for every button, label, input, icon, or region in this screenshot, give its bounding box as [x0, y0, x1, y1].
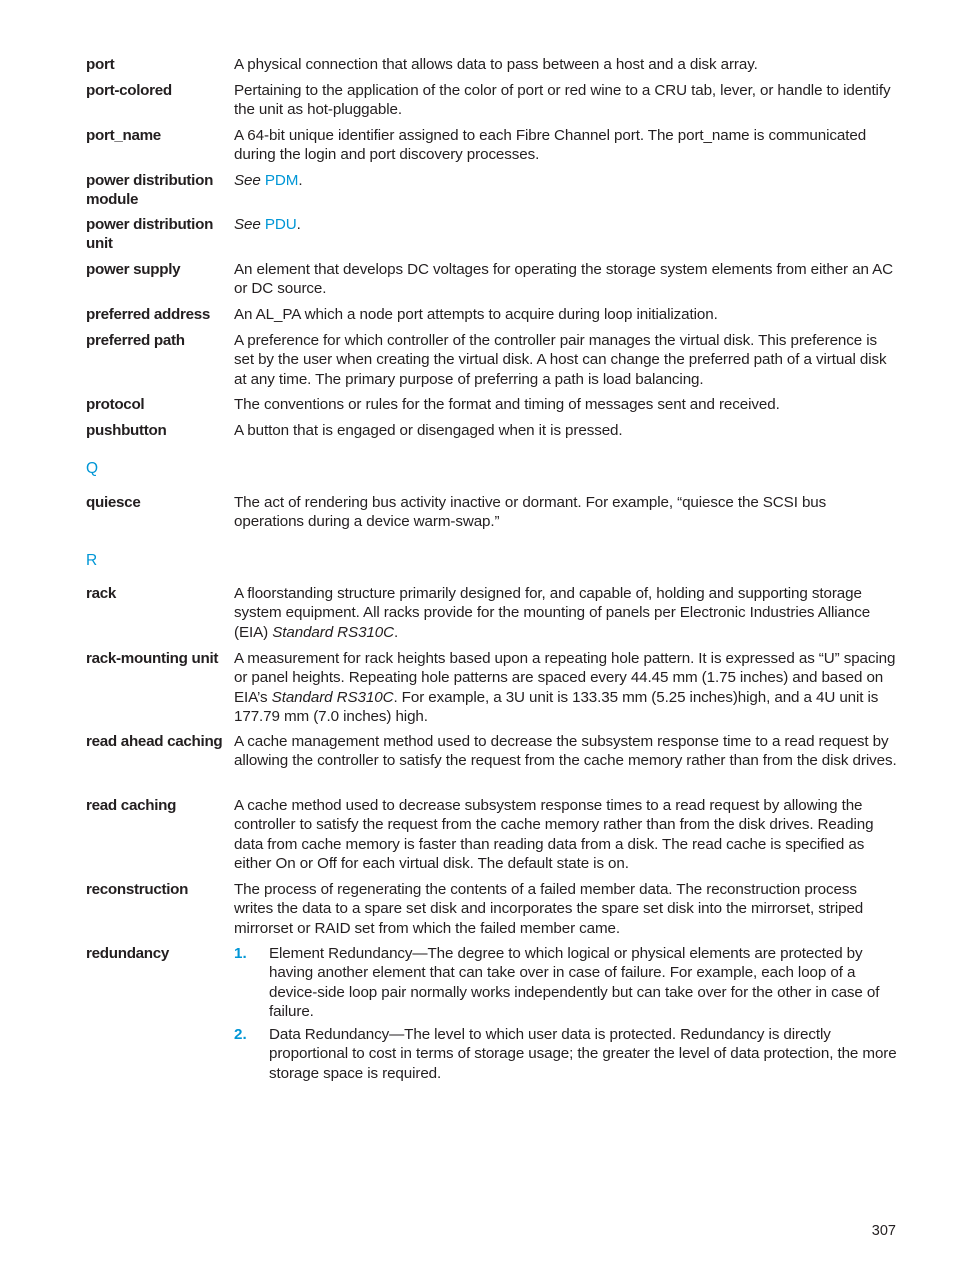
glossary-term: read caching [86, 797, 177, 814]
glossary-term: protocol [86, 396, 145, 413]
definition-text: . For example, a 3U unit is 133.35 mm (5.25 inches)high, and a 4U unit is 177.79 mm (7.0 inches) high. [234, 688, 879, 725]
glossary-term: port-colored [86, 82, 172, 99]
definition-text: A cache method used to decrease subsystem response times to a read request by allowing the controller to satisfy the request from the cache memory rather than from the disk drives. Reading data from cache memory is faster than reading data from a disk. The read cache is specified as either On or Off for each virtual disk. The default state is on. [234, 797, 874, 872]
section-letter-q: Q [86, 460, 99, 477]
definition-italic-text: Standard RS310C [272, 623, 394, 641]
glossary-term: preferred path [86, 332, 185, 349]
glossary-definition [234, 81, 898, 120]
glossary-definition [234, 55, 898, 74]
list-number: 2. [234, 1026, 247, 1043]
glossary-definition [234, 796, 898, 873]
glossary-definition [234, 171, 898, 190]
definition-text: The act of rendering bus activity inactive or dormant. For example, “quiesce the SCSI bus operations during a device warm-swap.” [234, 494, 827, 531]
glossary-definition [234, 395, 898, 414]
definition-text: . [393, 623, 399, 641]
cross-reference-link[interactable]: PDU [264, 216, 297, 233]
definition-text: . [296, 216, 301, 233]
glossary-definition [234, 260, 898, 299]
page-number: 307 [871, 1223, 896, 1239]
definition-text: A floorstanding structure primarily designed for, and capable of, holding and supporting storage system equipment. All racks provide for the mounting of panels per Electronic Industries Alliance (EIA) [234, 585, 871, 641]
definition-text: The conventions or rules for the format and timing of messages sent and received. [234, 396, 780, 413]
glossary-term: read ahead caching [86, 733, 223, 750]
glossary-term: power supply [86, 261, 181, 278]
glossary-term: quiesce [86, 494, 141, 511]
glossary-definition [234, 880, 898, 938]
glossary-term: port_name [86, 127, 161, 144]
glossary-term: preferred address [86, 306, 211, 323]
glossary-definition [234, 584, 898, 642]
glossary-definition [234, 493, 898, 532]
list-text: Element Redundancy—The degree to which logical or physical elements are protected by having another element that can take over in case of failure. For example, each loop of a device-side loop pair normally works independently but can take over for the other in case of failure. [269, 945, 880, 1020]
glossary-definition [234, 649, 898, 726]
glossary-term: power distribution unit [86, 216, 214, 253]
list-text: Data Redundancy—The level to which user data is protected. Redundancy is directly proportional to cost in terms of storage usage; the greater the level of data protection, the more storage space is required. [269, 1026, 897, 1082]
glossary-term: reconstruction [86, 881, 189, 898]
list-number: 1. [234, 945, 247, 962]
glossary-definition [234, 305, 898, 324]
definition-italic-text: Standard RS310C [271, 688, 394, 706]
glossary-definition [234, 421, 898, 440]
section-letter-r: R [86, 552, 98, 569]
glossary-term: power distribution module [86, 172, 214, 209]
glossary-definition [234, 732, 898, 771]
glossary-definition [234, 331, 898, 389]
definition-text: A measurement for rack heights based upon a repeating hole pattern. It is expressed as “U” spacing or panel heights. Repeating hole patterns are spaced every 44.45 mm (1.75 inches) and based on EIA’s [234, 650, 896, 706]
definition-text: A 64-bit unique identifier assigned to each Fibre Channel port. The port_name is communicated during the login and port discovery processes. [234, 127, 867, 164]
definition-text: . [298, 172, 303, 189]
glossary-term: redundancy [86, 945, 170, 962]
glossary-term: port [86, 56, 115, 73]
definition-text: A button that is engaged or disengaged when it is pressed. [234, 422, 623, 439]
definition-text: An element that develops DC voltages for operating the storage system elements from either an AC or DC source. [234, 261, 893, 298]
definition-text: A physical connection that allows data to pass between a host and a disk array. [234, 56, 758, 73]
definition-text: A preference for which controller of the controller pair manages the virtual disk. This preference is set by the user when creating the virtual disk. A host can change the preferred path of a virtual disk at any time. The primary purpose of preferring a path is load balancing. [234, 332, 887, 388]
glossary-term: rack-mounting unit [86, 650, 219, 667]
definition-text: An AL_PA which a node port attempts to acquire during loop initialization. [234, 306, 718, 323]
definition-text: The process of regenerating the contents of a failed member data. The reconstruction process writes the data to a spare set disk and incorporates the spare set disk into the mirrorset, striped mirrorset or RAID set from which the failed member came. [234, 881, 864, 937]
cross-reference-link[interactable]: PDM [264, 172, 299, 189]
definition-italic-text: See [234, 172, 261, 189]
definition-text: A cache management method used to decrease the subsystem response time to a read request by allowing the controller to satisfy the request from the cache memory rather than from the disk drives. [234, 733, 897, 770]
glossary-definition [234, 215, 898, 234]
definition-text: Pertaining to the application of the color of port or red wine to a CRU tab, lever, or handle to identify the unit as hot-pluggable. [234, 82, 891, 119]
glossary-term: pushbutton [86, 422, 167, 439]
glossary-definition [234, 126, 898, 165]
definition-italic-text: See [234, 216, 261, 233]
glossary-term: rack [86, 585, 117, 602]
